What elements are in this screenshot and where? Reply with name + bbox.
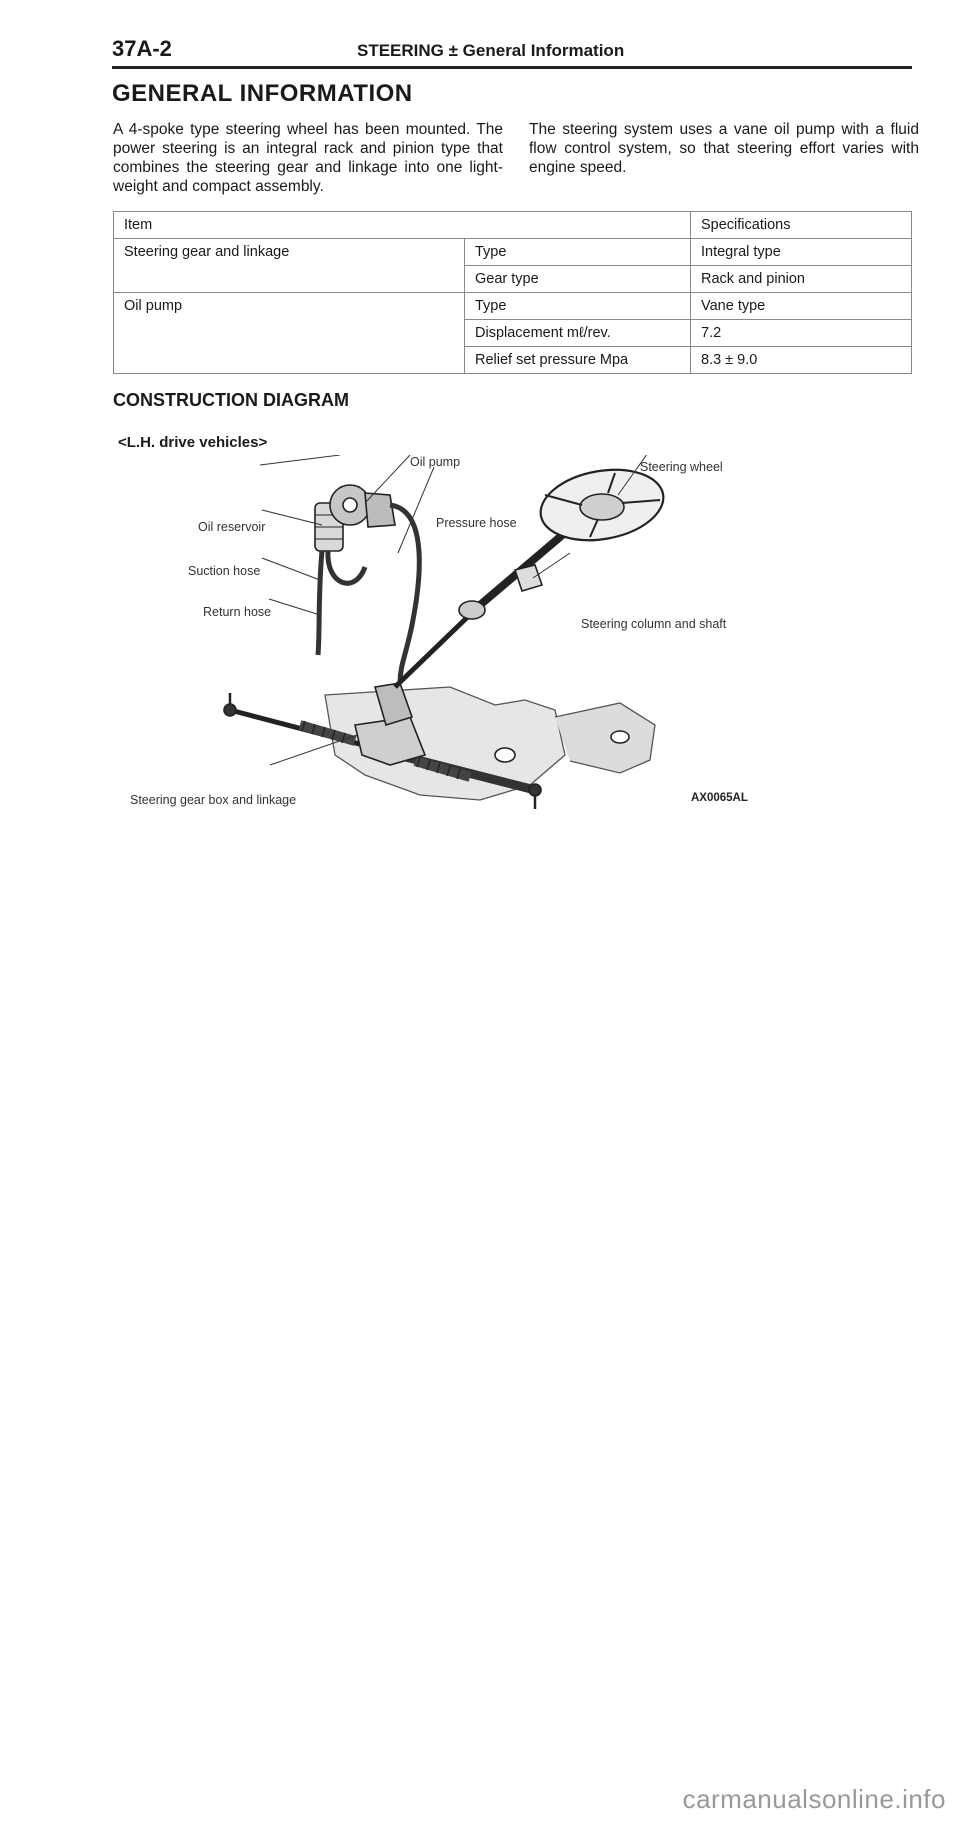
row-param: Type bbox=[465, 293, 691, 320]
mount-hole-drawing bbox=[495, 748, 515, 762]
row-value: Integral type bbox=[691, 239, 912, 266]
intro-right-paragraph: The steering system uses a vane oil pump with a fluid flow control system, so that steering effort varies with engine speed. bbox=[529, 121, 919, 176]
construction-diagram bbox=[130, 455, 840, 850]
label-gear-box: Steering gear box and linkage bbox=[130, 793, 297, 807]
row-value: Rack and pinion bbox=[691, 266, 912, 293]
label-pressure-hose: Pressure hose bbox=[436, 516, 517, 530]
column-boot-drawing bbox=[459, 601, 485, 619]
mount-hole-drawing bbox=[611, 731, 629, 743]
row-param: Gear type bbox=[465, 266, 691, 293]
table-header-row bbox=[114, 212, 912, 239]
header-rule bbox=[112, 66, 912, 69]
label-return-hose: Return hose bbox=[203, 605, 272, 619]
row-value: Vane type bbox=[691, 293, 912, 320]
tie-rod-end-left-drawing bbox=[224, 704, 236, 716]
row-param: Type bbox=[465, 239, 691, 266]
section-title: GENERAL INFORMATION bbox=[112, 80, 413, 107]
row-item: Steering gear and linkage bbox=[114, 239, 465, 266]
table-row bbox=[114, 347, 912, 374]
pressure-hose-drawing bbox=[390, 505, 419, 683]
row-item: Oil pump bbox=[114, 293, 465, 320]
row-item-empty bbox=[114, 347, 465, 374]
header-item: Item bbox=[114, 212, 691, 239]
construction-diagram-title: CONSTRUCTION DIAGRAM bbox=[113, 390, 349, 410]
return-hose-drawing bbox=[318, 551, 322, 655]
row-param: Displacement mℓ/rev. bbox=[465, 320, 691, 347]
table-row bbox=[114, 320, 912, 347]
label-steering-wheel: Steering wheel bbox=[640, 460, 723, 474]
table-row bbox=[114, 266, 912, 293]
label-oil-reservoir: Oil reservoir bbox=[198, 520, 266, 534]
page-number: 37A-2 bbox=[112, 36, 172, 61]
header-specifications: Specifications bbox=[691, 212, 912, 239]
column-bracket-drawing bbox=[515, 565, 542, 591]
intro-left-paragraph: A 4-spoke type steering wheel has been mounted. The power steering is an integral rack and pinion type that combines the steering gear and linkage into one light-weight and compact assembly. bbox=[113, 121, 503, 195]
row-item-empty bbox=[114, 266, 465, 293]
subframe-bracket-drawing bbox=[555, 703, 655, 773]
suction-hose-drawing bbox=[328, 551, 365, 583]
tie-rod-end-right-drawing bbox=[529, 784, 541, 796]
row-param: Relief set pressure Mpa bbox=[465, 347, 691, 374]
row-value: 8.3 ± 9.0 bbox=[691, 347, 912, 374]
page-header bbox=[112, 36, 908, 66]
steering-system-illustration bbox=[150, 455, 840, 850]
label-suction-hose: Suction hose bbox=[188, 564, 261, 578]
table-row bbox=[114, 239, 912, 266]
row-value: 7.2 bbox=[691, 320, 912, 347]
label-steering-column: Steering column and shaft bbox=[581, 617, 727, 631]
spec-table bbox=[113, 211, 912, 374]
label-oil-pump: Oil pump bbox=[410, 455, 461, 469]
watermark: carmanualsonline.info bbox=[682, 1784, 946, 1814]
running-title: STEERING ± General Information bbox=[357, 41, 625, 60]
row-item-empty bbox=[114, 320, 465, 347]
vehicle-variant-label: <L.H. drive vehicles> bbox=[118, 434, 268, 451]
figure-code: AX0065AL bbox=[691, 792, 748, 804]
table-row bbox=[114, 293, 912, 320]
